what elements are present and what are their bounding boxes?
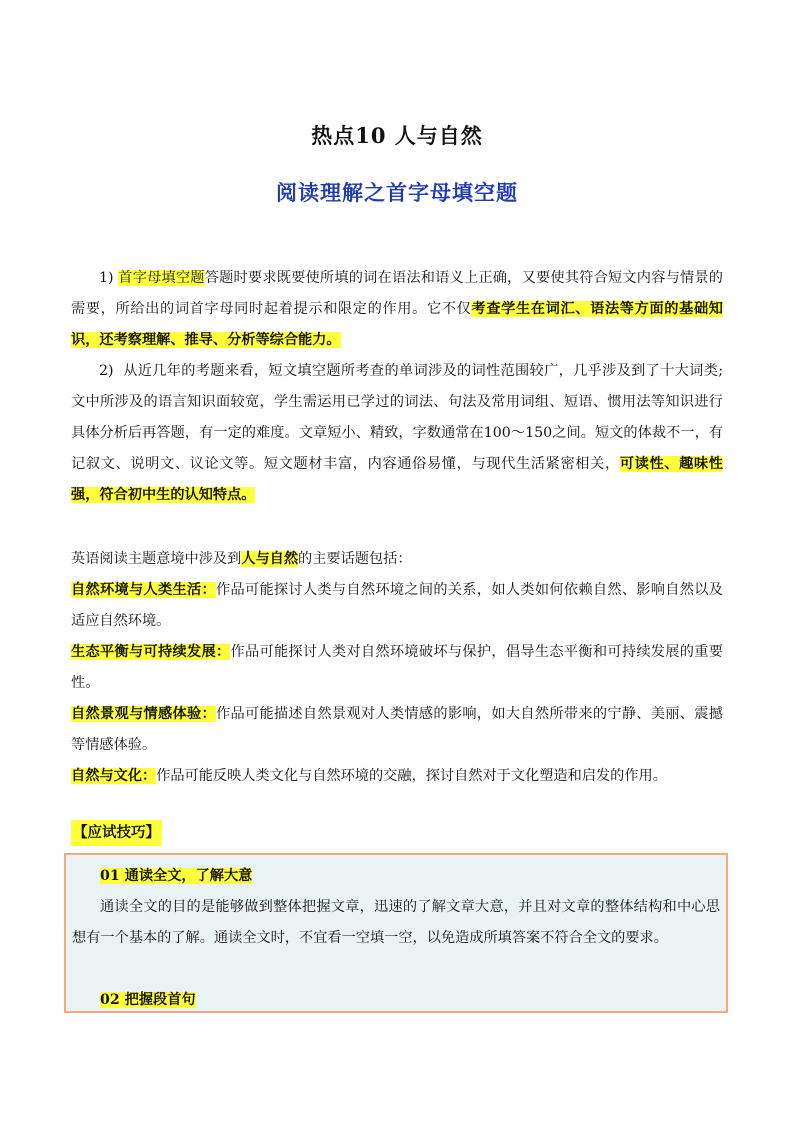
topic-item — [71, 699, 723, 761]
intro-section — [71, 263, 723, 511]
topic-text: 作品可能描述自然景观对人类情感的影响，如大自然所带来的宁静、美丽、震撼等情感体验。 — [71, 706, 723, 753]
body-text: 的主要话题包括： — [298, 551, 412, 567]
body-text: 从近几年的考题来看，短文填空题所考查的单词涉及的词性范围较广，几乎涉及到了十大词类;文中所涉及的语言知识面较宽，学生需运用已学过的词法、句法及常用词组、短语、惯用法等知识进行具体分析后再答题，有一定的难度。文章短小、精致，字数通常在100～150之间。短文的体裁不一，有记叙文、说明文、议论文等。短文题材丰富，内容通俗易懂，与现代生活紧密相关， — [71, 363, 723, 472]
tip-heading-2 — [72, 985, 720, 1016]
intro-paragraph-2 — [71, 356, 723, 511]
topic-text: 作品可能探讨人类对自然环境破坏与保护，倡导生态平衡和可持续发展的重要性。 — [71, 644, 723, 691]
topic-text: 作品可能反映人类文化与自然环境的交融，探讨自然对于文化塑造和启发的作用。 — [156, 768, 667, 784]
tip-heading-text: 02 把握段首句 — [100, 992, 196, 1008]
tips-heading: 【应试技巧】 — [71, 820, 162, 846]
highlight-text: 可读性、趣味性强，符合初中生的认知特点。 — [71, 456, 723, 503]
topics-lead — [71, 544, 723, 575]
highlight-text: 人与自然 — [241, 551, 299, 567]
topic-item — [71, 637, 723, 699]
intro-paragraph-1 — [71, 263, 723, 356]
topic-label: 自然与文化： — [71, 768, 157, 784]
topic-label: 自然环境与人类生活： — [71, 582, 216, 598]
tip-text-1: 通读全文的目的是能够做到整体把握文章，迅速的了解文章大意，并且对文章的整体结构和中心思想有一个基本的了解。通读全文时，不宜看一空填一空，以免造成所填答案不符合全文的要求。 — [72, 899, 720, 946]
highlight-text: 考查学生在词汇、语法等方面的基础知识，还考察理解、推导、分析等综合能力。 — [71, 301, 723, 348]
topic-item — [71, 761, 723, 792]
topic-label: 自然景观与情感体验： — [71, 706, 216, 722]
spacer — [72, 954, 720, 985]
tips-box — [64, 853, 728, 1013]
topic-label: 生态平衡与可持续发展： — [71, 644, 231, 660]
page-title: 热点10 人与自然 — [311, 123, 483, 148]
tip-heading-1 — [72, 861, 720, 892]
highlight-text: 首字母填空题 — [118, 270, 205, 286]
topics-section — [71, 544, 723, 792]
page-subtitle: 阅读理解之首字母填空题 — [276, 180, 518, 205]
body-text: 答题时要求既要使所填的词在语法和语义上正确，又要使其符合短文内容与情景的需要，所给出的词首字母同时起着提示和限定的作用。它不仅 — [71, 270, 723, 317]
body-text: 英语阅读主题意境中涉及到 — [71, 551, 242, 567]
topic-item — [71, 575, 723, 637]
para-number: 1) — [99, 270, 114, 286]
tip-heading-text: 01 通读全文，了解大意 — [100, 868, 253, 884]
para-number: 2) — [99, 363, 114, 379]
topic-text: 作品可能探讨人类与自然环境之间的关系，如人类如何依赖自然、影响自然以及适应自然环境。 — [71, 582, 723, 629]
